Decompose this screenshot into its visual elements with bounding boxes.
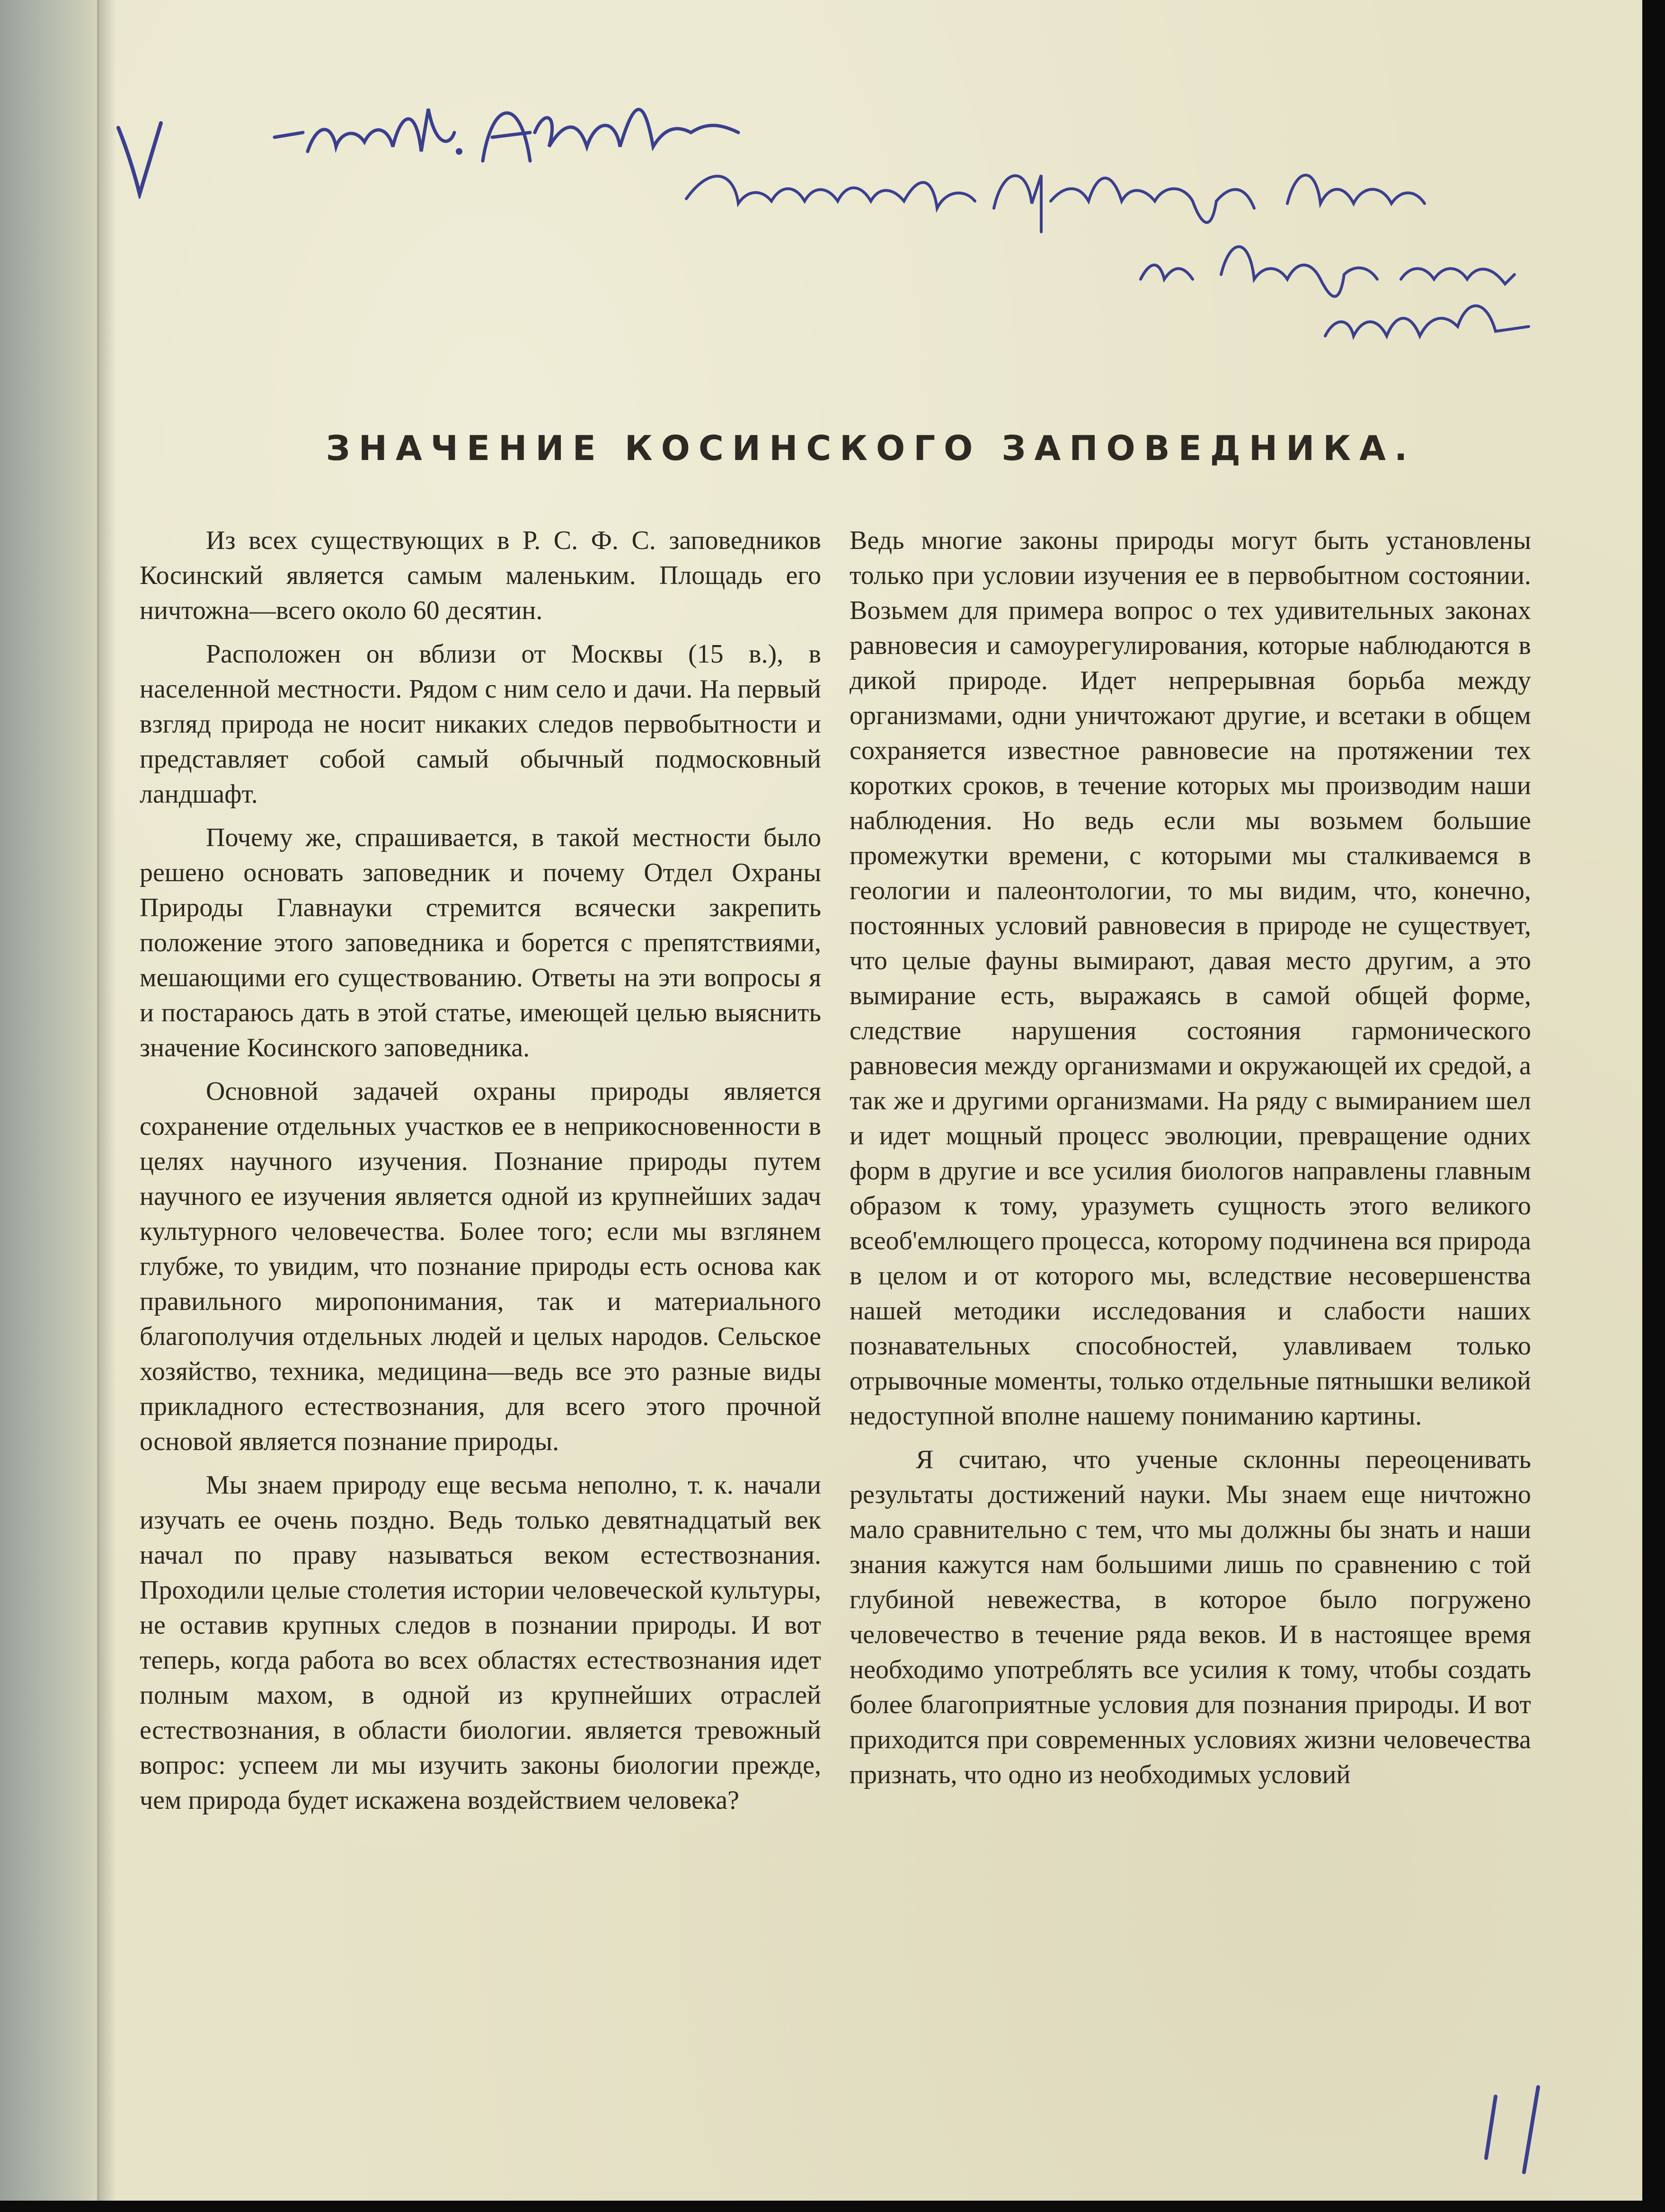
check-mark-handwriting [114, 118, 166, 199]
page-title: ЗНАЧЕНИЕ КОСИНСКОГО ЗАПОВЕДНИКА. [326, 428, 1416, 468]
paragraph: Из всех существующих в Р. С. Ф. С. заповедников Косинский является самым маленьким. Площадь его ничтожна—всего около 60 десятин. [140, 526, 821, 625]
text-column-left [140, 523, 821, 1826]
page-fold-shadow [97, 0, 116, 2201]
text-column-right [850, 523, 1531, 1801]
dedication-inscription-handwriting [682, 156, 1533, 360]
paragraph: Ведь многие законы природы могут быть установлены только при условии изучения ее в первобытном состоянии. Возьмем для примера вопрос о тех удивительных законах равновесия и самоурегулирования, которые наблюдаются в дикой природе. Идет непрерывная борьба между организмами, одни уничтожают другие, и всетаки в общем сохраняется известное равновесие на протяжении тех коротких сроков, в течение которых мы производим наши наблюдения. Но ведь если мы возьмем большие промежутки времени, с которыми мы сталкиваемся в геологии и палеонтологии, то мы видим, что, конечно, постоянных условий равновесия в природе не существует, что целые фауны вымирают, давая место другим, а это вымирание есть, выражаясь в самой общей форме, следствие нарушения состояния гармонического равновесия между организмами и окружающей их средой, а так же и другими организмами. На ряду с вымиранием шел и идет мощный процесс эволюции, превращение одних форм в другие и все усилия биологов направлены главным образом к тому, уразуметь сущность этого великого всеоб'емлющего процесса, которому подчинена вся природа в целом и от которого мы, вследствие несовершенства нашей методики исследования и слабости наших познавательных способностей, улавливаем только отрывочные моменты, только отдельные пятнышки великой недоступной вполне нашему пониманию картины. [850, 526, 1531, 1431]
paragraph: Почему же, спрашивается, в такой местности было решено основать заповедник и почему Отдел Охраны Природы Главнауки стремится всячески закрепить положение этого заповедника и борется с препятствиями, мешающими его существованию. Ответы на эти вопросы я и постараюсь дать в этой статье, имеющей целью выяснить значение Косинского заповедника. [140, 823, 821, 1062]
paragraph: Мы знаем природу еще весьма неполно, т. к. начали изучать ее очень поздно. Ведь только девятнадцатый век начал по праву называться веком естествознания. Проходили целые столетия истории человеческой культуры, не оставив крупных следов в познании природы. И вот теперь, когда работа во всех областях естествознания идет полным махом, в одной из крупнейших отраслей естествознания, в области биологии. является тревожный вопрос: успеем ли мы изучить законы биологии прежде, чем природа будет искажена воздействием человека? [140, 1470, 821, 1815]
page-edge-strip [0, 0, 99, 2201]
paragraph: Я считаю, что ученые склонны переоценивать результаты достижений науки. Мы знаем еще ничтожно мало сравнительно с тем, что мы должны бы знать и наши знания кажутся нам большими лишь по сравнению с той глубиной невежества, в которое было погружено человечество в течение ряда веков. И в настоящее время необходимо употреблять все усилия к тому, чтобы создать более благоприятные условия для познания природы. И вот приходится при современных условиях жизни человечества признать, что одно из необходимых условий [850, 1445, 1531, 1789]
signature-handwriting [265, 80, 748, 189]
page-number-handwriting [1467, 2073, 1590, 2182]
paragraph: Основной задачей охраны природы является сохранение отдельных участков ее в неприкосновенности в целях научного изучения. Познание природы путем научного ее изучения является одной из крупнейших задач культурного человечества. Более того; если мы взглянем глубже, то увидим, что познание природы есть основа как правильного миропонимания, так и материального благополучия отдельных людей и целых народов. Сельское хозяйство, техника, медицина—ведь все это разные виды прикладного естествознания, для всего этого прочной основой является познание природы. [140, 1077, 821, 1456]
paragraph: Расположен он вблизи от Москвы (15 в.), в населенной местности. Рядом с ним село и дачи. На первый взгляд природа не носит никаких следов первобытности и представляет собой самый обычный подмосковный ландшафт. [140, 639, 821, 809]
